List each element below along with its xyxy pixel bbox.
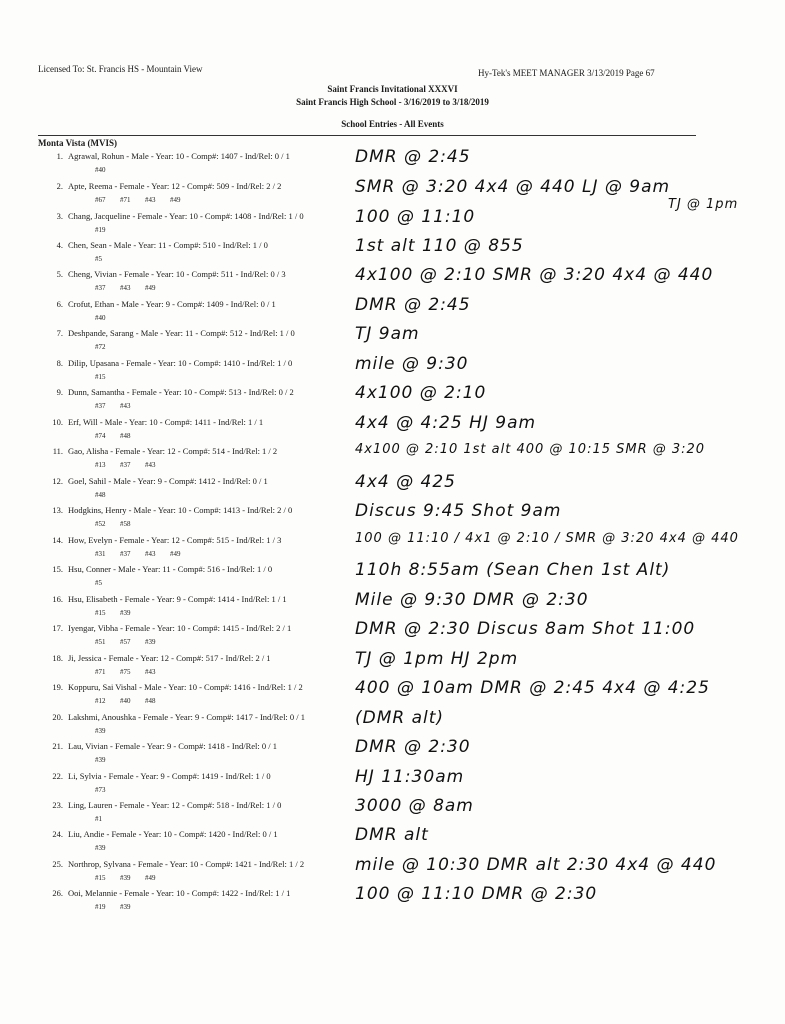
- entry-line: Agrawal, Rohun - Male - Year: 10 - Comp#: 1407 - Ind/Rel: 0 / 1: [68, 151, 290, 161]
- entry-number: 25.: [52, 859, 63, 869]
- entry-number: 16.: [52, 594, 63, 604]
- relay-numbers: [95, 668, 170, 676]
- relay-number: #37: [120, 550, 131, 558]
- relay-number: #49: [145, 874, 156, 882]
- relay-number: #58: [120, 520, 131, 528]
- relay-number: #39: [120, 609, 131, 617]
- handwritten-note: Mile @ 9:30 DMR @ 2:30: [355, 590, 589, 610]
- relay-number: #74: [95, 432, 106, 440]
- entry-number: 20.: [52, 712, 63, 722]
- relay-numbers: [95, 727, 120, 735]
- report-title: School Entries - All Events: [341, 119, 444, 129]
- software-line: Hy-Tek's MEET MANAGER 3/13/2019 Page 67: [478, 68, 655, 78]
- relay-number: #37: [95, 402, 106, 410]
- relay-number: #1: [95, 815, 102, 823]
- handwritten-note: 1st alt 110 @ 855: [355, 236, 524, 256]
- entry-line: Crofut, Ethan - Male - Year: 9 - Comp#: 1409 - Ind/Rel: 0 / 1: [68, 299, 276, 309]
- entry-number: 21.: [52, 741, 63, 751]
- relay-numbers: [95, 166, 120, 174]
- entry-number: 11.: [52, 446, 63, 456]
- relay-number: #72: [95, 343, 106, 351]
- relay-number: #57: [120, 638, 131, 646]
- relay-numbers: [95, 874, 170, 882]
- entry-line: Hsu, Conner - Male - Year: 11 - Comp#: 516 - Ind/Rel: 1 / 0: [68, 564, 273, 574]
- handwritten-note: 3000 @ 8am: [355, 796, 474, 816]
- relay-numbers: [95, 402, 145, 410]
- relay-number: #43: [145, 668, 156, 676]
- handwritten-note: 4x100 @ 2:10 SMR @ 3:20 4x4 @ 440: [355, 265, 714, 285]
- handwritten-note: 4x4 @ 4:25 HJ 9am: [355, 413, 537, 433]
- entry-line: Erf, Will - Male - Year: 10 - Comp#: 1411 - Ind/Rel: 1 / 1: [68, 417, 264, 427]
- handwritten-note: SMR @ 3:20 4x4 @ 440 LJ @ 9am: [355, 177, 671, 197]
- relay-numbers: [95, 520, 145, 528]
- entry-line: Goel, Sahil - Male - Year: 9 - Comp#: 1412 - Ind/Rel: 0 / 1: [68, 476, 268, 486]
- entry-line: Hsu, Elisabeth - Female - Year: 9 - Comp#: 1414 - Ind/Rel: 1 / 1: [68, 594, 287, 604]
- entry-number: 14.: [52, 535, 63, 545]
- handwritten-note: Discus 9:45 Shot 9am: [355, 501, 562, 521]
- handwritten-note: HJ 11:30am: [355, 767, 465, 787]
- relay-number: #39: [95, 844, 106, 852]
- relay-number: #37: [120, 461, 131, 469]
- entry-number: 5.: [56, 269, 63, 279]
- relay-numbers: [95, 579, 120, 587]
- relay-number: #43: [120, 284, 131, 292]
- entry-number: 9.: [56, 387, 63, 397]
- relay-number: #67: [95, 196, 106, 204]
- relay-number: #49: [170, 550, 181, 558]
- entry-number: 17.: [52, 623, 63, 633]
- entry-number: 8.: [56, 358, 63, 368]
- entry-line: How, Evelyn - Female - Year: 12 - Comp#: 515 - Ind/Rel: 1 / 3: [68, 535, 282, 545]
- entry-number: 15.: [52, 564, 63, 574]
- relay-number: #43: [120, 402, 131, 410]
- entry-number: 7.: [56, 328, 63, 338]
- entry-number: 12.: [52, 476, 63, 486]
- relay-number: #43: [145, 461, 156, 469]
- handwritten-note: mile @ 9:30: [355, 354, 469, 374]
- relay-number: #12: [95, 697, 106, 705]
- entry-number: 24.: [52, 829, 63, 839]
- relay-numbers: [95, 844, 120, 852]
- relay-numbers: [95, 255, 120, 263]
- entry-line: Chang, Jacqueline - Female - Year: 10 - Comp#: 1408 - Ind/Rel: 1 / 0: [68, 211, 304, 221]
- entry-line: Li, Sylvia - Female - Year: 9 - Comp#: 1419 - Ind/Rel: 1 / 0: [68, 771, 271, 781]
- relay-number: #43: [145, 196, 156, 204]
- entry-line: Hodgkins, Henry - Male - Year: 10 - Comp#: 1413 - Ind/Rel: 2 / 0: [68, 505, 293, 515]
- relay-numbers: [95, 638, 170, 646]
- relay-number: #52: [95, 520, 106, 528]
- relay-numbers: [95, 432, 145, 440]
- entry-number: 6.: [56, 299, 63, 309]
- relay-number: #39: [95, 727, 106, 735]
- relay-number: #39: [145, 638, 156, 646]
- meet-title: Saint Francis Invitational XXXVI: [327, 84, 458, 94]
- handwritten-note: DMR @ 2:30 Discus 8am Shot 11:00: [355, 619, 696, 639]
- handwritten-note-secondary: TJ @ 1pm: [668, 197, 739, 212]
- handwritten-note: 400 @ 10am DMR @ 2:45 4x4 @ 4:25: [355, 678, 710, 698]
- handwritten-note: 110h 8:55am (Sean Chen 1st Alt): [355, 560, 671, 580]
- handwritten-note: mile @ 10:30 DMR alt 2:30 4x4 @ 440: [355, 855, 717, 875]
- entry-line: Koppuru, Sai Vishal - Male - Year: 10 - Comp#: 1416 - Ind/Rel: 1 / 2: [68, 682, 303, 692]
- entry-line: Apte, Reema - Female - Year: 12 - Comp#: 509 - Ind/Rel: 2 / 2: [68, 181, 282, 191]
- relay-number: #39: [120, 903, 131, 911]
- relay-number: #49: [145, 284, 156, 292]
- entry-line: Dilip, Upasana - Female - Year: 10 - Comp#: 1410 - Ind/Rel: 1 / 0: [68, 358, 293, 368]
- entry-row: [38, 884, 778, 924]
- relay-numbers: [95, 609, 145, 617]
- entry-line: Lau, Vivian - Female - Year: 9 - Comp#: 1418 - Ind/Rel: 0 / 1: [68, 741, 277, 751]
- header-rule: [38, 135, 696, 136]
- entry-line: Gao, Alisha - Female - Year: 12 - Comp#: 514 - Ind/Rel: 1 / 2: [68, 446, 278, 456]
- relay-number: #43: [145, 550, 156, 558]
- relay-numbers: [95, 343, 120, 351]
- relay-numbers: [95, 461, 170, 469]
- handwritten-note: 4x4 @ 425: [355, 472, 456, 492]
- handwritten-note: (DMR alt): [355, 708, 445, 728]
- entry-line: Dunn, Samantha - Female - Year: 10 - Comp#: 513 - Ind/Rel: 0 / 2: [68, 387, 294, 397]
- relay-numbers: [95, 226, 120, 234]
- relay-number: #51: [95, 638, 106, 646]
- relay-numbers: [95, 756, 120, 764]
- entry-line: Cheng, Vivian - Female - Year: 10 - Comp#: 511 - Ind/Rel: 0 / 3: [68, 269, 286, 279]
- relay-numbers: [95, 697, 170, 705]
- relay-numbers: [95, 196, 195, 204]
- relay-number: #40: [120, 697, 131, 705]
- relay-numbers: [95, 786, 120, 794]
- relay-number: #5: [95, 255, 102, 263]
- relay-numbers: [95, 314, 120, 322]
- handwritten-note: DMR @ 2:30: [355, 737, 471, 757]
- relay-number: #48: [120, 432, 131, 440]
- relay-number: #15: [95, 609, 106, 617]
- relay-number: #40: [95, 166, 106, 174]
- handwritten-note: TJ @ 1pm HJ 2pm: [355, 649, 519, 669]
- relay-number: #48: [145, 697, 156, 705]
- entry-number: 22.: [52, 771, 63, 781]
- entry-line: Ooi, Melannie - Female - Year: 10 - Comp#: 1422 - Ind/Rel: 1 / 1: [68, 888, 291, 898]
- relay-number: #13: [95, 461, 106, 469]
- relay-numbers: [95, 815, 120, 823]
- relay-number: #40: [95, 314, 106, 322]
- relay-number: #39: [120, 874, 131, 882]
- relay-number: #19: [95, 226, 106, 234]
- relay-numbers: [95, 284, 170, 292]
- entry-line: Liu, Andie - Female - Year: 10 - Comp#: 1420 - Ind/Rel: 0 / 1: [68, 829, 278, 839]
- handwritten-note: DMR @ 2:45: [355, 147, 471, 167]
- relay-number: #5: [95, 579, 102, 587]
- relay-number: #48: [95, 491, 106, 499]
- handwritten-note: 4x100 @ 2:10 1st alt 400 @ 10:15 SMR @ 3:20: [355, 442, 706, 457]
- entry-line: Lakshmi, Anoushka - Female - Year: 9 - Comp#: 1417 - Ind/Rel: 0 / 1: [68, 712, 306, 722]
- meet-subtitle: Saint Francis High School - 3/16/2019 to 3/18/2019: [296, 97, 489, 107]
- entry-number: 4.: [56, 240, 63, 250]
- relay-number: #71: [120, 196, 131, 204]
- entry-number: 19.: [52, 682, 63, 692]
- relay-number: #49: [170, 196, 181, 204]
- entry-number: 23.: [52, 800, 63, 810]
- relay-number: #19: [95, 903, 106, 911]
- handwritten-note: 100 @ 11:10 DMR @ 2:30: [355, 884, 598, 904]
- entry-number: 26.: [52, 888, 63, 898]
- entry-number: 13.: [52, 505, 63, 515]
- handwritten-note: TJ 9am: [355, 324, 420, 344]
- relay-number: #71: [95, 668, 106, 676]
- relay-number: #15: [95, 874, 106, 882]
- relay-numbers: [95, 903, 145, 911]
- license-line: Licensed To: St. Francis HS - Mountain View: [38, 64, 203, 74]
- entry-line: Iyengar, Vibha - Female - Year: 10 - Comp#: 1415 - Ind/Rel: 2 / 1: [68, 623, 292, 633]
- entry-number: 1.: [56, 151, 63, 161]
- relay-number: #31: [95, 550, 106, 558]
- handwritten-note: 100 @ 11:10 / 4x1 @ 2:10 / SMR @ 3:20 4x4 @ 440: [355, 531, 739, 546]
- entry-number: 2.: [56, 181, 63, 191]
- entry-line: Deshpande, Sarang - Male - Year: 11 - Comp#: 512 - Ind/Rel: 1 / 0: [68, 328, 295, 338]
- relay-number: #15: [95, 373, 106, 381]
- entry-number: 3.: [56, 211, 63, 221]
- handwritten-note: DMR alt: [355, 825, 429, 845]
- relay-number: #39: [95, 756, 106, 764]
- relay-number: #37: [95, 284, 106, 292]
- relay-number: #75: [120, 668, 131, 676]
- team-heading: Monta Vista (MVIS): [38, 138, 117, 148]
- entry-line: Chen, Sean - Male - Year: 11 - Comp#: 510 - Ind/Rel: 1 / 0: [68, 240, 268, 250]
- entry-line: Northrop, Sylvana - Female - Year: 10 - Comp#: 1421 - Ind/Rel: 1 / 2: [68, 859, 305, 869]
- entry-line: Ling, Lauren - Female - Year: 12 - Comp#: 518 - Ind/Rel: 1 / 0: [68, 800, 282, 810]
- relay-numbers: [95, 491, 120, 499]
- entry-number: 18.: [52, 653, 63, 663]
- relay-numbers: [95, 373, 120, 381]
- relay-numbers: [95, 550, 195, 558]
- entry-number: 10.: [52, 417, 63, 427]
- relay-number: #73: [95, 786, 106, 794]
- handwritten-note: 100 @ 11:10: [355, 207, 476, 227]
- handwritten-note: 4x100 @ 2:10: [355, 383, 487, 403]
- entry-line: Ji, Jessica - Female - Year: 12 - Comp#: 517 - Ind/Rel: 2 / 1: [68, 653, 271, 663]
- handwritten-note: DMR @ 2:45: [355, 295, 471, 315]
